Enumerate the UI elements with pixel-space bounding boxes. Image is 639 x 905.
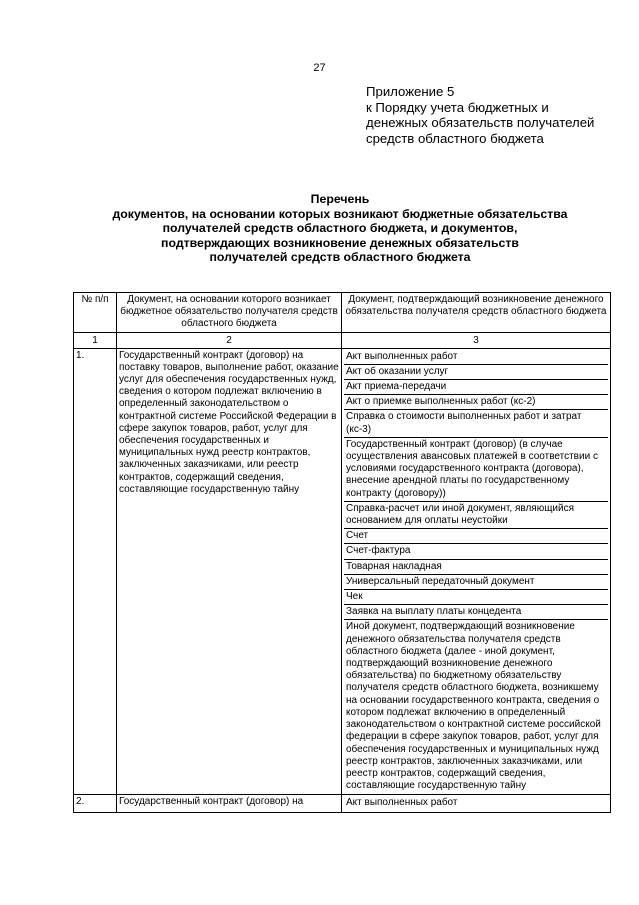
- page-number: 27: [313, 62, 326, 74]
- list-item: Справка-расчет или иной документ, являющийся основанием для оплаты неустойки: [344, 501, 608, 528]
- header-number: № п/п: [74, 293, 117, 333]
- confirming-documents: [342, 348, 611, 795]
- list-item: Справка о стоимости выполненных работ и затрат (кс-3): [344, 410, 608, 437]
- column-index: 2: [117, 332, 342, 348]
- list-item: Акт приема-передачи: [344, 380, 608, 395]
- obligation-document: Государственный контракт (договор) на: [117, 795, 342, 812]
- row-number: 1.: [74, 348, 117, 795]
- confirming-documents: [342, 795, 611, 812]
- confirming-documents-list: [344, 350, 608, 794]
- table-row: [74, 795, 611, 812]
- title-line: подтверждающих возникновение денежных обязательств: [161, 235, 519, 250]
- list-item: Счет-фактура: [344, 544, 608, 559]
- title-line: документов, на основании которых возникают бюджетные обязательства: [112, 206, 568, 221]
- list-item: Счет: [344, 529, 608, 544]
- list-item: Универсальный передаточный документ: [344, 574, 608, 589]
- documents-table: [73, 292, 611, 813]
- list-item: Государственный контракт (договор) (в случае осуществления авансовых платежей в соответствии с условиями государственного контракта (договора), внесение арендной платы по государственному контракту (договору)): [344, 437, 608, 501]
- list-item: Акт выполненных работ: [346, 797, 458, 809]
- appendix-line: Приложение 5: [366, 84, 455, 99]
- list-item: Товарная накладная: [344, 559, 608, 574]
- header-confirming-document: Документ, подтверждающий возникновение денежного обязательства получателя средств областного бюджета: [342, 293, 611, 333]
- table-row: [74, 348, 611, 795]
- column-index: 3: [342, 332, 611, 348]
- appendix-line: к Порядку учета бюджетных и: [366, 99, 549, 115]
- list-item: Чек: [344, 590, 608, 605]
- row-number: 2.: [74, 795, 117, 812]
- table-header-row: [74, 293, 611, 333]
- list-item: Акт об оказании услуг: [344, 364, 608, 379]
- obligation-document: Государственный контракт (договор) на поставку товаров, выполнение работ, оказание услуг для обеспечения государственных нужд, сведения о котором подлежат включению в определенный законодательством о контрактной системе Российской Федерации в сфере закупок товаров, работ, услуг для обеспечения государственных и муниципальных нужд реестр контрактов, заключенных заказчиками, или реестр контрактов, содержащий сведения, составляющие государственную тайну: [117, 348, 342, 795]
- title-line: Перечень: [310, 192, 370, 206]
- appendix-note: [366, 84, 628, 146]
- list-item: Акт о приемке выполненных работ (кс-2): [344, 395, 608, 410]
- confirming-documents-list: [344, 796, 608, 810]
- header-obligation-document: Документ, на основании которого возникает бюджетное обязательство получателя средств областного бюджета: [117, 293, 342, 333]
- appendix-line: денежных обязательств получателей: [366, 115, 595, 130]
- appendix-line: средств областного бюджета: [366, 130, 544, 146]
- title-line: получателей средств областного бюджета, и документов,: [162, 221, 518, 236]
- list-item: Иной документ, подтверждающий возникновение денежного обязательства получателя средств областного бюджета (далее - иной документ, подтверждающий возникновение денежного обязательства) по бюджетному обязательству получателя средств областного бюджета, возникшему на основании государственного контракта, сведения о котором подлежат включению в определенный законодательством о контрактной системе российской федерации в сфере закупок товаров, работ, услуг для обеспечения государственных и муниципальных нужд реестр контрактов, заключенных заказчиками, или реестр контрактов, содержащий сведения, составляющие государственную тайну: [346, 621, 601, 792]
- list-item: Акт выполненных работ: [344, 350, 608, 365]
- document-title: [60, 192, 620, 265]
- column-index: 1: [74, 332, 117, 348]
- list-item: Заявка на выплату платы концедента: [344, 605, 608, 620]
- title-line: получателей средств областного бюджета: [209, 250, 471, 265]
- column-index-row: [74, 332, 611, 348]
